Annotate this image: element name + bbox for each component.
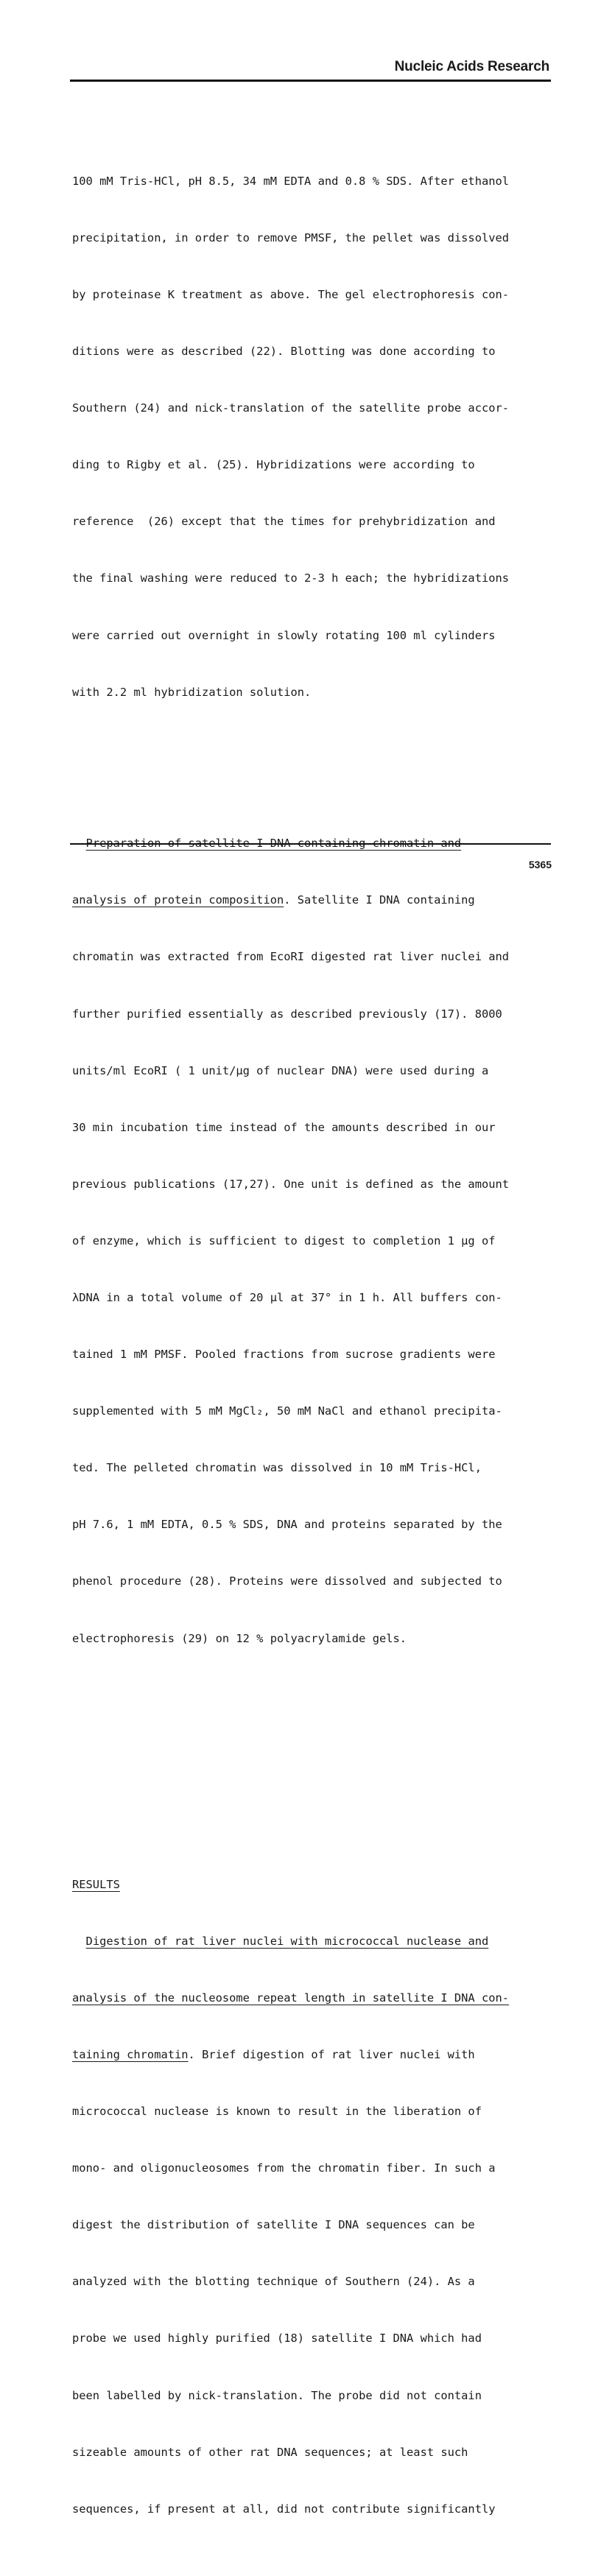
text-line: micrococcal nuclease is known to result in the liberation of <box>72 2105 482 2119</box>
text-line: analyzed with the blotting technique of Southern (24). As a <box>72 2275 475 2289</box>
footer-rule <box>70 843 551 845</box>
article-body <box>72 96 558 2576</box>
digestion-heading-part2: analysis of the nucleosome repeat length in satellite I DNA con- <box>72 1991 510 2005</box>
results-title-line <box>72 1876 558 1895</box>
section-heading-line <box>72 2046 558 2065</box>
text-line: by proteinase K treatment as above. The gel electrophoresis con- <box>72 288 510 301</box>
text-line: units/ml EcoRI ( 1 unit/µg of nuclear DNA) were used during a <box>72 1063 489 1077</box>
text-line: with 2.2 ml hybridization solution. <box>72 685 312 699</box>
journal-title: Nucleic Acids Research <box>394 59 549 74</box>
preparation-heading-part1: Preparation of satellite I DNA containing chromatin and <box>85 837 462 851</box>
digestion-heading-part1: Digestion of rat liver nuclei with micrococcal nuclease and <box>85 1934 489 1948</box>
text-line: 100 mM Tris-HCl, pH 8.5, 34 mM EDTA and 0.8 % SDS. After ethanol <box>72 174 510 188</box>
text-line: ditions were as described (22). Blotting was done according to <box>72 345 496 359</box>
text-line: λDNA in a total volume of 20 µl at 37° in 1 h. All buffers con- <box>72 1291 502 1305</box>
text-line: supplemented with 5 mM MgCl₂, 50 mM NaCl and ethanol precipita- <box>72 1404 502 1418</box>
page-number: 5365 <box>528 859 552 870</box>
text-line: chromatin was extracted from EcoRI digested rat liver nuclei and <box>72 950 510 964</box>
text-fragment: . Brief digestion of rat liver nuclei with <box>188 2047 475 2061</box>
results-title: RESULTS <box>72 1877 120 1891</box>
text-line: electrophoresis (29) on 12 % polyacrylamide gels. <box>72 1631 407 1645</box>
text-line: mono- and oligonucleosomes from the chromatin fiber. In such a <box>72 2161 496 2175</box>
text-line: sequences, if present at all, did not contribute significantly <box>72 2502 496 2516</box>
text-line: of enzyme, which is sufficient to digest to completion 1 µg of <box>72 1234 496 1247</box>
text-line: sizeable amounts of other rat DNA sequences; at least such <box>72 2445 468 2459</box>
text-line: reference (26) except that the times for prehybridization and <box>72 515 496 529</box>
text-line: Southern (24) and nick-translation of the satellite probe accor- <box>72 401 510 415</box>
preparation-heading-part2: analysis of protein composition <box>72 893 284 907</box>
text-line: were carried out overnight in slowly rotating 100 ml cylinders <box>72 628 496 642</box>
text-line: tained 1 mM PMSF. Pooled fractions from sucrose gradients were <box>72 1348 496 1362</box>
header-rule <box>70 80 551 82</box>
section-heading-line <box>72 1989 558 2008</box>
digestion-heading-part3: taining chromatin <box>72 2047 189 2061</box>
text-line: precipitation, in order to remove PMSF, the pellet was dissolved <box>72 230 510 244</box>
text-line: digest the distribution of satellite I DNA sequences can be <box>72 2218 475 2232</box>
text-line: 30 min incubation time instead of the amounts described in our <box>72 1120 496 1134</box>
text-line: the final washing were reduced to 2-3 h each; the hybridizations <box>72 571 510 585</box>
text-line: been labelled by nick-translation. The probe did not contain <box>72 2388 482 2402</box>
text-line: further purified essentially as described previously (17). 8000 <box>72 1007 502 1021</box>
results-section <box>72 1837 558 2557</box>
text-line: ding to Rigby et al. (25). Hybridizations were according to <box>72 458 475 472</box>
section-heading-line <box>72 1932 558 1952</box>
text-line: phenol procedure (28). Proteins were dissolved and subjected to <box>72 1574 502 1588</box>
text-line: probe we used highly purified (18) satellite I DNA which had <box>72 2332 482 2346</box>
text-line: pH 7.6, 1 mM EDTA, 0.5 % SDS, DNA and proteins separated by the <box>72 1518 502 1532</box>
text-line: previous publications (17,27). One unit is defined as the amount <box>72 1177 510 1191</box>
text-line: ted. The pelleted chromatin was dissolved in 10 mM Tris-HCl, <box>72 1461 482 1475</box>
text-fragment: . Satellite I DNA containing <box>284 893 475 907</box>
section-gap <box>72 1743 558 1781</box>
section-heading-line <box>72 891 558 910</box>
preparation-paragraph <box>72 797 558 1686</box>
methods-paragraph <box>72 134 558 739</box>
